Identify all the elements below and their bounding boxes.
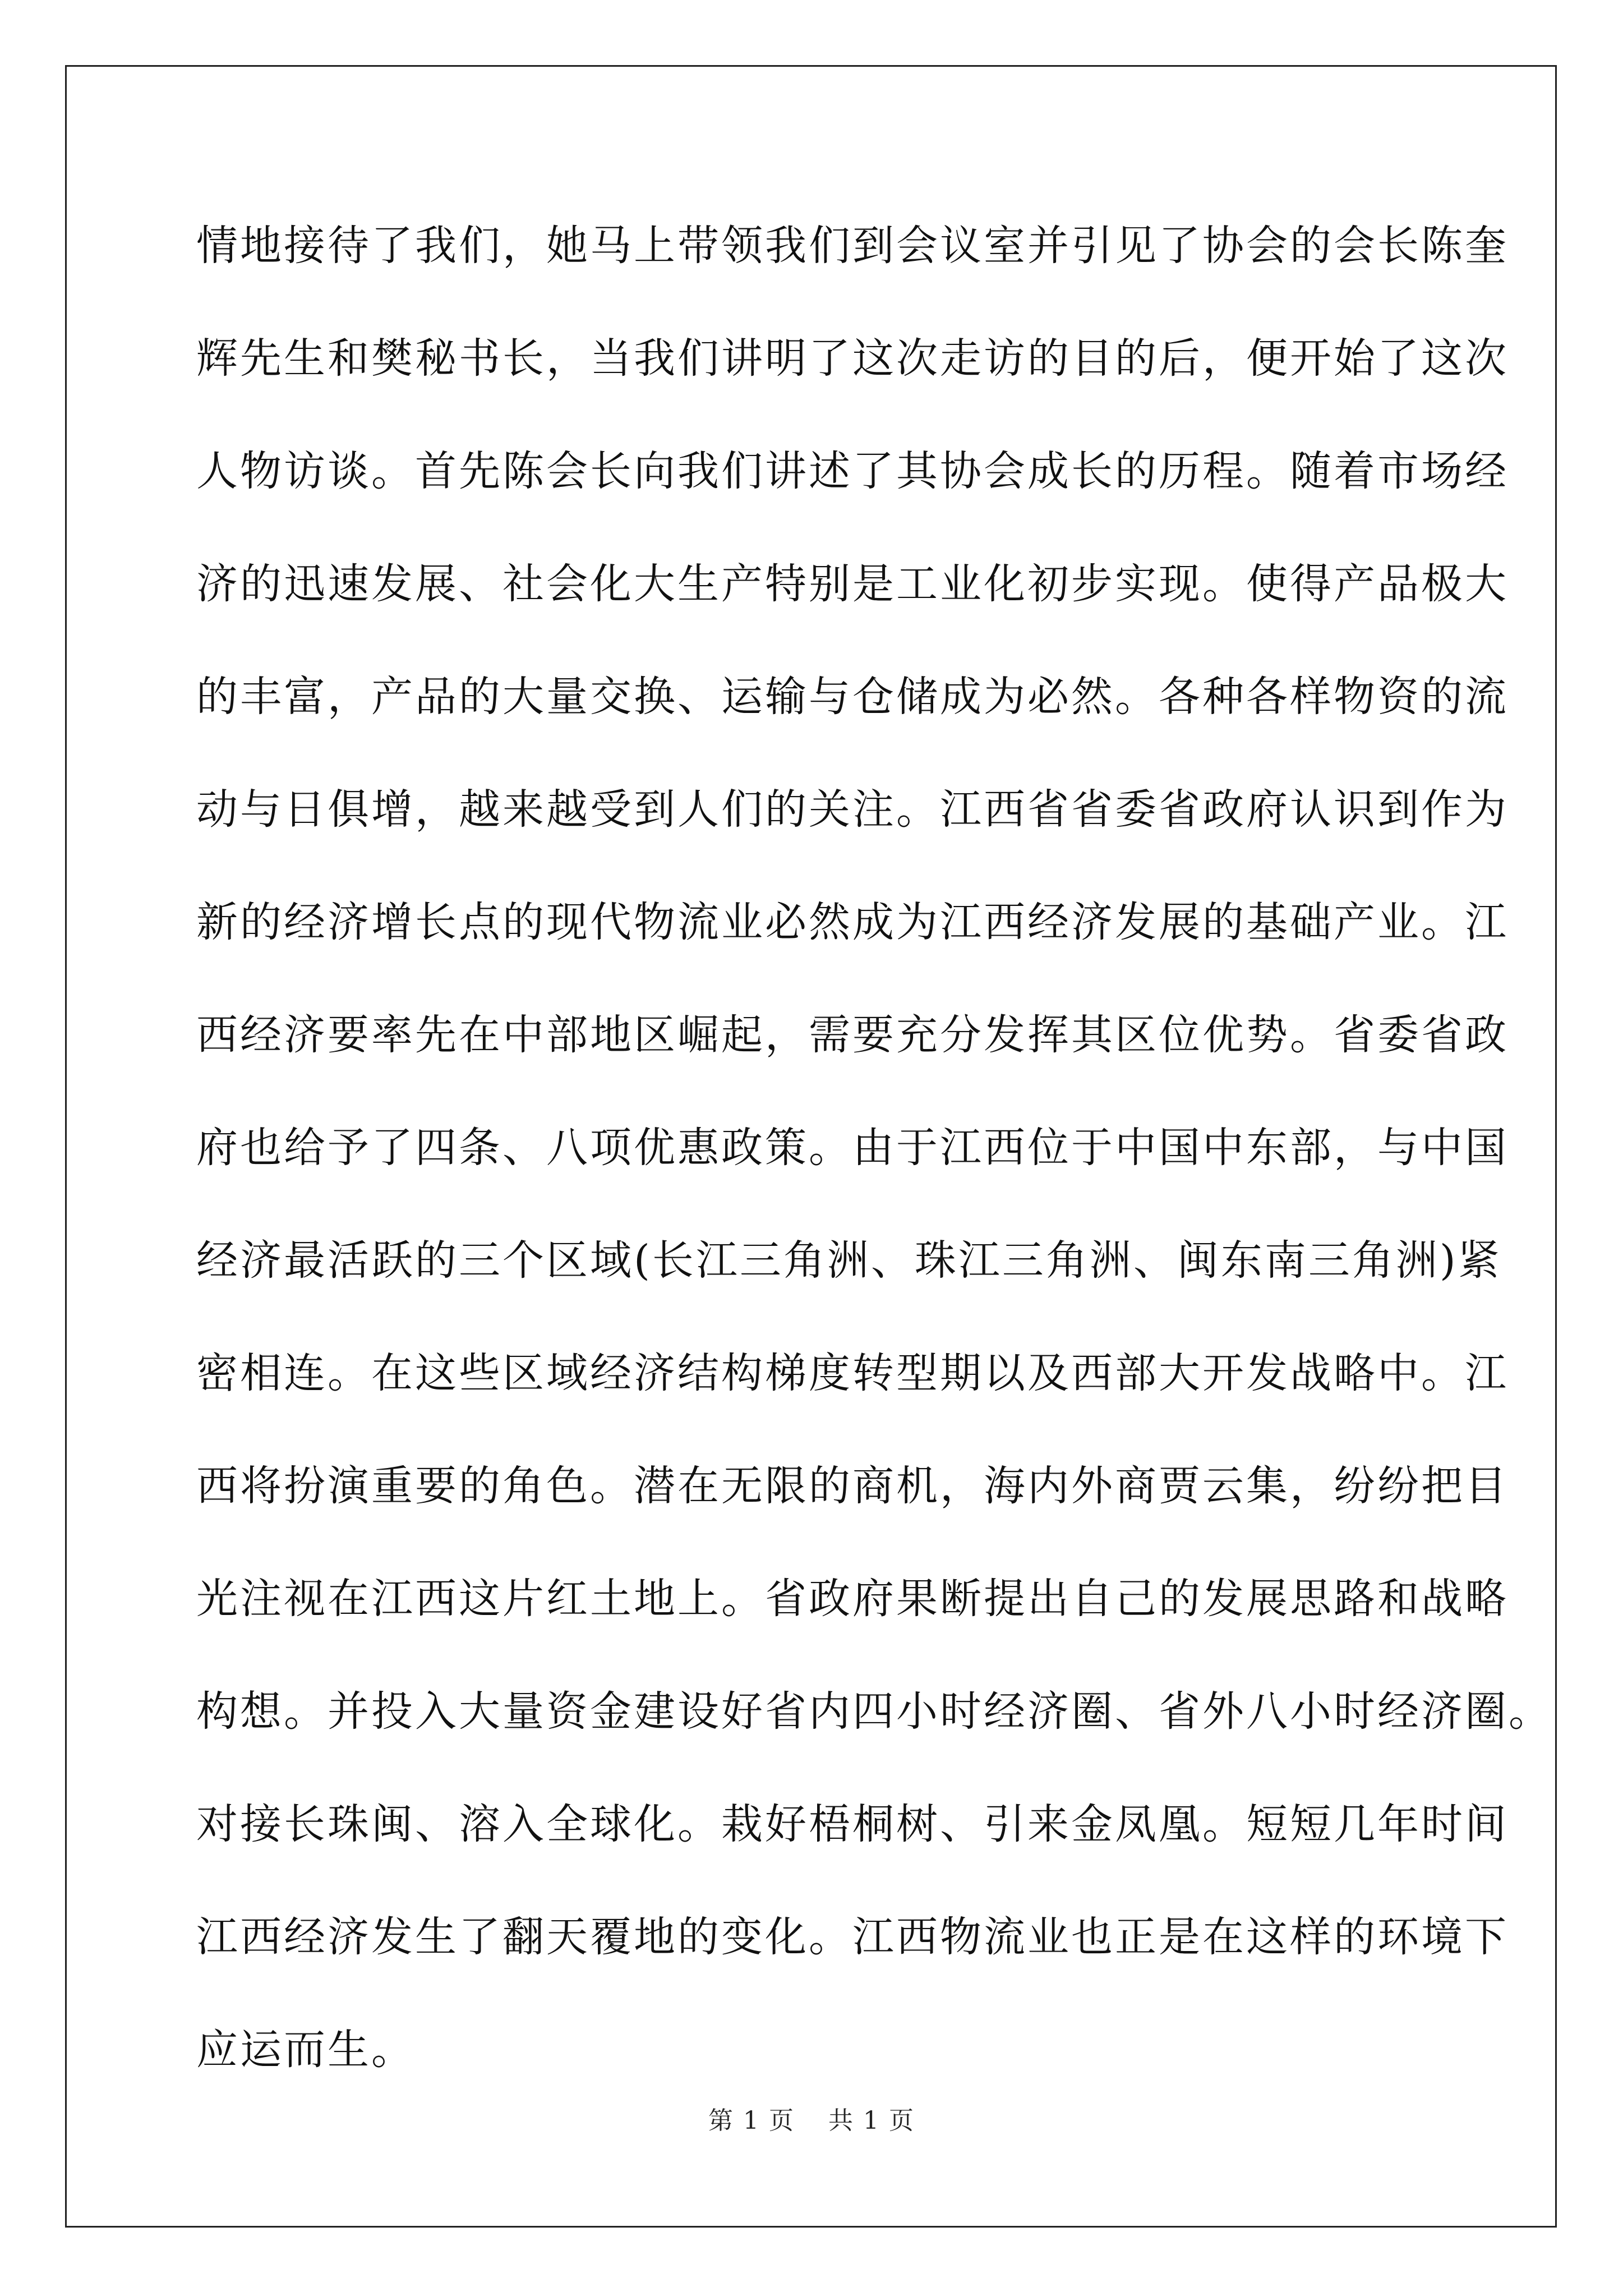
body-line: 西经济要率先在中部地区崛起，需要充分发挥其区位优势。省委省政 [196, 1011, 1509, 1059]
body-line: 西将扮演重要的角色。潜在无限的商机，海内外商贾云集，纷纷把目 [196, 1462, 1509, 1510]
body-line: 光注视在江西这片红土地上。省政府果断提出自己的发展思路和战略 [196, 1575, 1509, 1623]
page-footer [0, 2100, 1623, 2136]
body-line: 应运而生。 [196, 2026, 415, 2074]
body-line: 济的迅速发展、社会化大生产特别是工业化初步实现。使得产品极大 [196, 560, 1509, 608]
page-number: 第 1 页 [708, 2106, 795, 2135]
body-line: 府也给予了四条、八项优惠政策。由于江西位于中国中东部，与中国 [196, 1124, 1509, 1172]
body-line: 动与日俱增，越来越受到人们的关注。江西省省委省政府认识到作为 [196, 785, 1509, 834]
page-total: 共 1 页 [828, 2106, 915, 2135]
body-line: 的丰富，产品的大量交换、运输与仓储成为必然。各种各样物资的流 [196, 673, 1509, 721]
body-line: 对接长珠闽、溶入全球化。栽好梧桐树、引来金凤凰。短短几年时间 [196, 1800, 1509, 1848]
body-line: 构想。并投入大量资金建设好省内四小时经济圈、省外八小时经济圈。 [196, 1687, 1552, 1736]
body-line: 人物访谈。首先陈会长向我们讲述了其协会成长的历程。随着市场经 [196, 447, 1509, 495]
body-line: 江西经济发生了翻天覆地的变化。江西物流业也正是在这样的环境下 [196, 1913, 1509, 1961]
body-line: 经济最活跃的三个区域(长江三角洲、珠江三角洲、闽东南三角洲)紧 [196, 1236, 1502, 1285]
body-line: 辉先生和樊秘书长，当我们讲明了这次走访的目的后，便开始了这次 [196, 334, 1509, 383]
body-line: 情地接待了我们，她马上带领我们到会议室并引见了协会的会长陈奎 [196, 222, 1509, 270]
body-line: 密相连。在这些区域经济结构梯度转型期以及西部大开发战略中。江 [196, 1349, 1509, 1397]
body-line: 新的经济增长点的现代物流业必然成为江西经济发展的基础产业。江 [196, 898, 1509, 946]
body-text [196, 218, 1552, 2134]
